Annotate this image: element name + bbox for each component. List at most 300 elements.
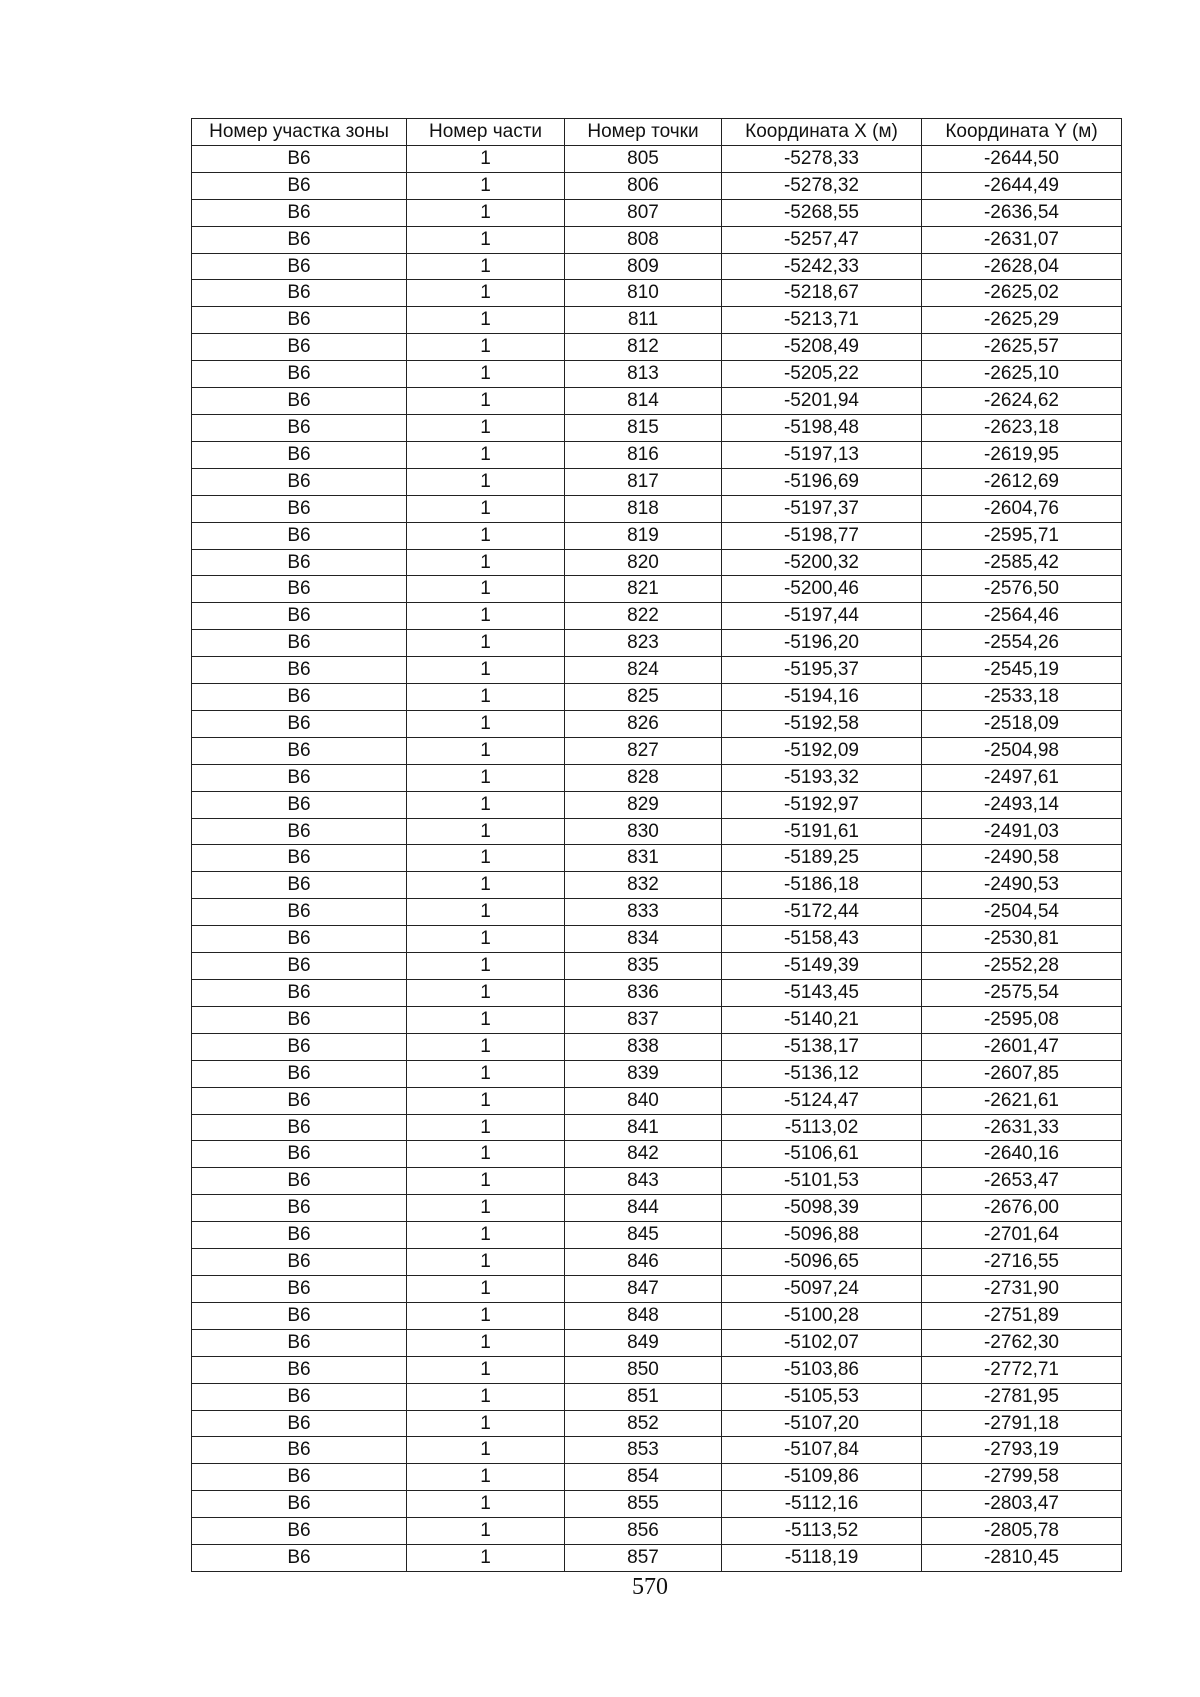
cell-coordinate-x: -5191,61: [722, 818, 922, 845]
cell-point-number: 834: [565, 926, 722, 953]
cell-coordinate-y: -2497,61: [922, 764, 1122, 791]
cell-point-number: 833: [565, 899, 722, 926]
cell-coordinate-x: -5140,21: [722, 1006, 922, 1033]
cell-point-number: 851: [565, 1383, 722, 1410]
cell-point-number: 810: [565, 280, 722, 307]
cell-point-number: 838: [565, 1033, 722, 1060]
cell-part-number: 1: [407, 1545, 565, 1572]
cell-point-number: 818: [565, 495, 722, 522]
cell-part-number: 1: [407, 1087, 565, 1114]
cell-coordinate-y: -2530,81: [922, 926, 1122, 953]
cell-zone-section: В6: [192, 495, 407, 522]
cell-coordinate-y: -2731,90: [922, 1275, 1122, 1302]
cell-point-number: 812: [565, 334, 722, 361]
cell-part-number: 1: [407, 549, 565, 576]
table-row: [192, 522, 1122, 549]
cell-point-number: 853: [565, 1437, 722, 1464]
table-row: [192, 388, 1122, 415]
cell-point-number: 842: [565, 1141, 722, 1168]
cell-point-number: 852: [565, 1410, 722, 1437]
cell-point-number: 826: [565, 710, 722, 737]
cell-point-number: 820: [565, 549, 722, 576]
cell-part-number: 1: [407, 684, 565, 711]
cell-zone-section: В6: [192, 737, 407, 764]
cell-coordinate-x: -5124,47: [722, 1087, 922, 1114]
cell-coordinate-y: -2636,54: [922, 199, 1122, 226]
table-row: [192, 441, 1122, 468]
cell-coordinate-x: -5213,71: [722, 307, 922, 334]
cell-zone-section: В6: [192, 657, 407, 684]
cell-part-number: 1: [407, 388, 565, 415]
cell-zone-section: В6: [192, 1437, 407, 1464]
cell-part-number: 1: [407, 1275, 565, 1302]
cell-zone-section: В6: [192, 522, 407, 549]
table-row: [192, 1222, 1122, 1249]
table-row: [192, 1356, 1122, 1383]
cell-coordinate-x: -5197,13: [722, 441, 922, 468]
table-row: [192, 549, 1122, 576]
cell-coordinate-x: -5096,65: [722, 1249, 922, 1276]
cell-coordinate-x: -5118,19: [722, 1545, 922, 1572]
cell-zone-section: В6: [192, 549, 407, 576]
table-row: [192, 468, 1122, 495]
cell-coordinate-y: -2624,62: [922, 388, 1122, 415]
cell-part-number: 1: [407, 361, 565, 388]
cell-part-number: 1: [407, 953, 565, 980]
cell-zone-section: В6: [192, 1545, 407, 1572]
cell-zone-section: В6: [192, 172, 407, 199]
cell-coordinate-x: -5098,39: [722, 1195, 922, 1222]
cell-point-number: 809: [565, 253, 722, 280]
cell-point-number: 821: [565, 576, 722, 603]
table-row: [192, 576, 1122, 603]
cell-zone-section: В6: [192, 630, 407, 657]
cell-coordinate-y: -2552,28: [922, 953, 1122, 980]
cell-coordinate-y: -2595,08: [922, 1006, 1122, 1033]
cell-part-number: 1: [407, 441, 565, 468]
cell-point-number: 841: [565, 1114, 722, 1141]
table-row: [192, 1060, 1122, 1087]
cell-part-number: 1: [407, 1222, 565, 1249]
cell-coordinate-x: -5097,24: [722, 1275, 922, 1302]
cell-part-number: 1: [407, 764, 565, 791]
table-header-row: [192, 119, 1122, 146]
table-row: [192, 953, 1122, 980]
header-coordinate-y: Координата Y (м): [922, 119, 1122, 146]
cell-zone-section: В6: [192, 199, 407, 226]
table-row: [192, 1383, 1122, 1410]
table-row: [192, 280, 1122, 307]
cell-zone-section: В6: [192, 1249, 407, 1276]
cell-coordinate-x: -5136,12: [722, 1060, 922, 1087]
cell-zone-section: В6: [192, 899, 407, 926]
cell-zone-section: В6: [192, 845, 407, 872]
cell-part-number: 1: [407, 1114, 565, 1141]
table-row: [192, 172, 1122, 199]
cell-point-number: 808: [565, 226, 722, 253]
table-row: [192, 1006, 1122, 1033]
cell-point-number: 811: [565, 307, 722, 334]
cell-zone-section: В6: [192, 1114, 407, 1141]
cell-coordinate-y: -2554,26: [922, 630, 1122, 657]
cell-coordinate-x: -5109,86: [722, 1464, 922, 1491]
cell-zone-section: В6: [192, 684, 407, 711]
cell-coordinate-y: -2628,04: [922, 253, 1122, 280]
cell-coordinate-y: -2576,50: [922, 576, 1122, 603]
cell-coordinate-y: -2631,07: [922, 226, 1122, 253]
cell-part-number: 1: [407, 1006, 565, 1033]
cell-zone-section: В6: [192, 1464, 407, 1491]
cell-point-number: 839: [565, 1060, 722, 1087]
cell-zone-section: В6: [192, 872, 407, 899]
table-row: [192, 926, 1122, 953]
header-zone-section: Номер участка зоны: [192, 119, 407, 146]
cell-coordinate-x: -5208,49: [722, 334, 922, 361]
cell-coordinate-y: -2545,19: [922, 657, 1122, 684]
cell-coordinate-y: -2493,14: [922, 791, 1122, 818]
coordinates-table: [191, 118, 1122, 1572]
cell-coordinate-x: -5149,39: [722, 953, 922, 980]
cell-part-number: 1: [407, 818, 565, 845]
cell-zone-section: В6: [192, 764, 407, 791]
cell-coordinate-y: -2762,30: [922, 1329, 1122, 1356]
cell-zone-section: В6: [192, 603, 407, 630]
cell-coordinate-y: -2490,53: [922, 872, 1122, 899]
cell-part-number: 1: [407, 657, 565, 684]
table-row: [192, 1491, 1122, 1518]
cell-coordinate-x: -5172,44: [722, 899, 922, 926]
cell-part-number: 1: [407, 791, 565, 818]
cell-coordinate-x: -5113,02: [722, 1114, 922, 1141]
cell-coordinate-y: -2612,69: [922, 468, 1122, 495]
cell-coordinate-y: -2607,85: [922, 1060, 1122, 1087]
cell-coordinate-x: -5196,69: [722, 468, 922, 495]
cell-coordinate-y: -2490,58: [922, 845, 1122, 872]
cell-coordinate-x: -5198,77: [722, 522, 922, 549]
table-body: [192, 145, 1122, 1571]
cell-coordinate-x: -5242,33: [722, 253, 922, 280]
cell-part-number: 1: [407, 307, 565, 334]
table-row: [192, 657, 1122, 684]
cell-zone-section: В6: [192, 307, 407, 334]
cell-coordinate-y: -2716,55: [922, 1249, 1122, 1276]
cell-point-number: 816: [565, 441, 722, 468]
cell-coordinate-x: -5096,88: [722, 1222, 922, 1249]
cell-part-number: 1: [407, 253, 565, 280]
cell-coordinate-y: -2504,54: [922, 899, 1122, 926]
table-row: [192, 1302, 1122, 1329]
table-row: [192, 1545, 1122, 1572]
cell-coordinate-y: -2533,18: [922, 684, 1122, 711]
cell-zone-section: В6: [192, 1195, 407, 1222]
cell-coordinate-x: -5106,61: [722, 1141, 922, 1168]
table-row: [192, 791, 1122, 818]
cell-part-number: 1: [407, 145, 565, 172]
cell-point-number: 857: [565, 1545, 722, 1572]
cell-coordinate-y: -2625,10: [922, 361, 1122, 388]
cell-zone-section: В6: [192, 1168, 407, 1195]
cell-zone-section: В6: [192, 388, 407, 415]
table-row: [192, 899, 1122, 926]
cell-point-number: 814: [565, 388, 722, 415]
table-row: [192, 1087, 1122, 1114]
cell-part-number: 1: [407, 1491, 565, 1518]
cell-coordinate-y: -2803,47: [922, 1491, 1122, 1518]
cell-zone-section: В6: [192, 361, 407, 388]
cell-part-number: 1: [407, 630, 565, 657]
cell-zone-section: В6: [192, 1302, 407, 1329]
cell-zone-section: В6: [192, 280, 407, 307]
cell-coordinate-x: -5100,28: [722, 1302, 922, 1329]
cell-coordinate-x: -5278,33: [722, 145, 922, 172]
table-row: [192, 1329, 1122, 1356]
cell-coordinate-y: -2676,00: [922, 1195, 1122, 1222]
cell-point-number: 854: [565, 1464, 722, 1491]
cell-point-number: 835: [565, 953, 722, 980]
cell-zone-section: В6: [192, 145, 407, 172]
cell-zone-section: В6: [192, 926, 407, 953]
table-row: [192, 872, 1122, 899]
cell-zone-section: В6: [192, 1060, 407, 1087]
cell-coordinate-y: -2631,33: [922, 1114, 1122, 1141]
cell-coordinate-x: -5186,18: [722, 872, 922, 899]
cell-zone-section: В6: [192, 953, 407, 980]
cell-part-number: 1: [407, 710, 565, 737]
cell-part-number: 1: [407, 845, 565, 872]
cell-coordinate-x: -5195,37: [722, 657, 922, 684]
cell-part-number: 1: [407, 1302, 565, 1329]
cell-point-number: 823: [565, 630, 722, 657]
cell-zone-section: В6: [192, 980, 407, 1007]
cell-zone-section: В6: [192, 576, 407, 603]
table-row: [192, 226, 1122, 253]
cell-zone-section: В6: [192, 441, 407, 468]
cell-coordinate-y: -2604,76: [922, 495, 1122, 522]
table-row: [192, 495, 1122, 522]
cell-coordinate-x: -5197,37: [722, 495, 922, 522]
cell-part-number: 1: [407, 1195, 565, 1222]
cell-coordinate-y: -2625,29: [922, 307, 1122, 334]
cell-coordinate-y: -2781,95: [922, 1383, 1122, 1410]
cell-coordinate-x: -5197,44: [722, 603, 922, 630]
cell-coordinate-x: -5107,84: [722, 1437, 922, 1464]
table-row: [192, 980, 1122, 1007]
cell-part-number: 1: [407, 1249, 565, 1276]
cell-point-number: 825: [565, 684, 722, 711]
cell-part-number: 1: [407, 1410, 565, 1437]
cell-point-number: 817: [565, 468, 722, 495]
cell-point-number: 850: [565, 1356, 722, 1383]
cell-zone-section: В6: [192, 334, 407, 361]
cell-point-number: 846: [565, 1249, 722, 1276]
cell-part-number: 1: [407, 899, 565, 926]
cell-point-number: 836: [565, 980, 722, 1007]
cell-part-number: 1: [407, 1383, 565, 1410]
cell-point-number: 813: [565, 361, 722, 388]
cell-coordinate-y: -2625,02: [922, 280, 1122, 307]
cell-zone-section: В6: [192, 1329, 407, 1356]
cell-zone-section: В6: [192, 1518, 407, 1545]
cell-part-number: 1: [407, 603, 565, 630]
cell-coordinate-y: -2799,58: [922, 1464, 1122, 1491]
cell-coordinate-x: -5107,20: [722, 1410, 922, 1437]
cell-point-number: 843: [565, 1168, 722, 1195]
cell-zone-section: В6: [192, 1006, 407, 1033]
table-row: [192, 1168, 1122, 1195]
header-part-number: Номер части: [407, 119, 565, 146]
header-point-number: Номер точки: [565, 119, 722, 146]
cell-part-number: 1: [407, 1033, 565, 1060]
cell-zone-section: В6: [192, 791, 407, 818]
cell-part-number: 1: [407, 576, 565, 603]
table-row: [192, 334, 1122, 361]
table-row: [192, 199, 1122, 226]
cell-zone-section: В6: [192, 226, 407, 253]
cell-coordinate-x: -5158,43: [722, 926, 922, 953]
cell-coordinate-y: -2640,16: [922, 1141, 1122, 1168]
cell-coordinate-x: -5268,55: [722, 199, 922, 226]
cell-coordinate-x: -5205,22: [722, 361, 922, 388]
cell-coordinate-y: -2625,57: [922, 334, 1122, 361]
cell-point-number: 845: [565, 1222, 722, 1249]
table-row: [192, 630, 1122, 657]
cell-coordinate-y: -2585,42: [922, 549, 1122, 576]
cell-zone-section: В6: [192, 818, 407, 845]
cell-coordinate-x: -5194,16: [722, 684, 922, 711]
cell-point-number: 806: [565, 172, 722, 199]
cell-coordinate-y: -2623,18: [922, 414, 1122, 441]
table-row: [192, 145, 1122, 172]
cell-zone-section: В6: [192, 1383, 407, 1410]
cell-zone-section: В6: [192, 468, 407, 495]
cell-coordinate-y: -2518,09: [922, 710, 1122, 737]
cell-point-number: 822: [565, 603, 722, 630]
cell-zone-section: В6: [192, 1275, 407, 1302]
cell-part-number: 1: [407, 468, 565, 495]
table-row: [192, 710, 1122, 737]
cell-point-number: 847: [565, 1275, 722, 1302]
cell-coordinate-y: -2644,50: [922, 145, 1122, 172]
cell-part-number: 1: [407, 1356, 565, 1383]
table-row: [192, 414, 1122, 441]
cell-point-number: 819: [565, 522, 722, 549]
table-row: [192, 1437, 1122, 1464]
cell-coordinate-y: -2504,98: [922, 737, 1122, 764]
cell-part-number: 1: [407, 280, 565, 307]
table-row: [192, 307, 1122, 334]
cell-coordinate-y: -2701,64: [922, 1222, 1122, 1249]
cell-coordinate-y: -2751,89: [922, 1302, 1122, 1329]
cell-coordinate-y: -2805,78: [922, 1518, 1122, 1545]
cell-coordinate-x: -5193,32: [722, 764, 922, 791]
cell-coordinate-y: -2772,71: [922, 1356, 1122, 1383]
table-row: [192, 764, 1122, 791]
table-row: [192, 1464, 1122, 1491]
cell-coordinate-x: -5196,20: [722, 630, 922, 657]
cell-point-number: 832: [565, 872, 722, 899]
cell-coordinate-x: -5218,67: [722, 280, 922, 307]
cell-coordinate-y: -2793,19: [922, 1437, 1122, 1464]
cell-coordinate-y: -2601,47: [922, 1033, 1122, 1060]
cell-part-number: 1: [407, 1518, 565, 1545]
cell-part-number: 1: [407, 872, 565, 899]
cell-point-number: 824: [565, 657, 722, 684]
cell-coordinate-x: -5112,16: [722, 1491, 922, 1518]
cell-coordinate-x: -5113,52: [722, 1518, 922, 1545]
cell-part-number: 1: [407, 199, 565, 226]
cell-part-number: 1: [407, 495, 565, 522]
cell-coordinate-x: -5257,47: [722, 226, 922, 253]
cell-zone-section: В6: [192, 1033, 407, 1060]
cell-part-number: 1: [407, 414, 565, 441]
cell-point-number: 805: [565, 145, 722, 172]
table-row: [192, 1114, 1122, 1141]
table-row: [192, 1195, 1122, 1222]
cell-point-number: 844: [565, 1195, 722, 1222]
cell-part-number: 1: [407, 1329, 565, 1356]
table-row: [192, 253, 1122, 280]
cell-coordinate-y: -2644,49: [922, 172, 1122, 199]
cell-point-number: 849: [565, 1329, 722, 1356]
table-row: [192, 603, 1122, 630]
cell-coordinate-y: -2791,18: [922, 1410, 1122, 1437]
cell-point-number: 840: [565, 1087, 722, 1114]
cell-coordinate-x: -5102,07: [722, 1329, 922, 1356]
cell-coordinate-x: -5101,53: [722, 1168, 922, 1195]
cell-coordinate-x: -5105,53: [722, 1383, 922, 1410]
cell-point-number: 848: [565, 1302, 722, 1329]
cell-zone-section: В6: [192, 253, 407, 280]
cell-point-number: 828: [565, 764, 722, 791]
cell-zone-section: В6: [192, 1087, 407, 1114]
table-row: [192, 737, 1122, 764]
cell-coordinate-x: -5200,46: [722, 576, 922, 603]
cell-coordinate-y: -2595,71: [922, 522, 1122, 549]
cell-coordinate-y: -2564,46: [922, 603, 1122, 630]
cell-point-number: 855: [565, 1491, 722, 1518]
cell-coordinate-x: -5192,97: [722, 791, 922, 818]
cell-point-number: 830: [565, 818, 722, 845]
table-row: [192, 361, 1122, 388]
table-row: [192, 1410, 1122, 1437]
table-row: [192, 1033, 1122, 1060]
cell-coordinate-x: -5189,25: [722, 845, 922, 872]
table-row: [192, 684, 1122, 711]
cell-part-number: 1: [407, 737, 565, 764]
cell-coordinate-x: -5192,09: [722, 737, 922, 764]
table-row: [192, 845, 1122, 872]
table-row: [192, 818, 1122, 845]
table-row: [192, 1518, 1122, 1545]
cell-zone-section: В6: [192, 1356, 407, 1383]
cell-part-number: 1: [407, 1141, 565, 1168]
cell-part-number: 1: [407, 1060, 565, 1087]
cell-point-number: 837: [565, 1006, 722, 1033]
cell-zone-section: В6: [192, 1141, 407, 1168]
cell-coordinate-x: -5192,58: [722, 710, 922, 737]
cell-point-number: 829: [565, 791, 722, 818]
cell-part-number: 1: [407, 522, 565, 549]
cell-zone-section: В6: [192, 1491, 407, 1518]
table-row: [192, 1249, 1122, 1276]
cell-coordinate-y: -2491,03: [922, 818, 1122, 845]
cell-point-number: 827: [565, 737, 722, 764]
cell-point-number: 807: [565, 199, 722, 226]
cell-point-number: 815: [565, 414, 722, 441]
cell-part-number: 1: [407, 980, 565, 1007]
cell-coordinate-y: -2810,45: [922, 1545, 1122, 1572]
header-coordinate-x: Координата X (м): [722, 119, 922, 146]
